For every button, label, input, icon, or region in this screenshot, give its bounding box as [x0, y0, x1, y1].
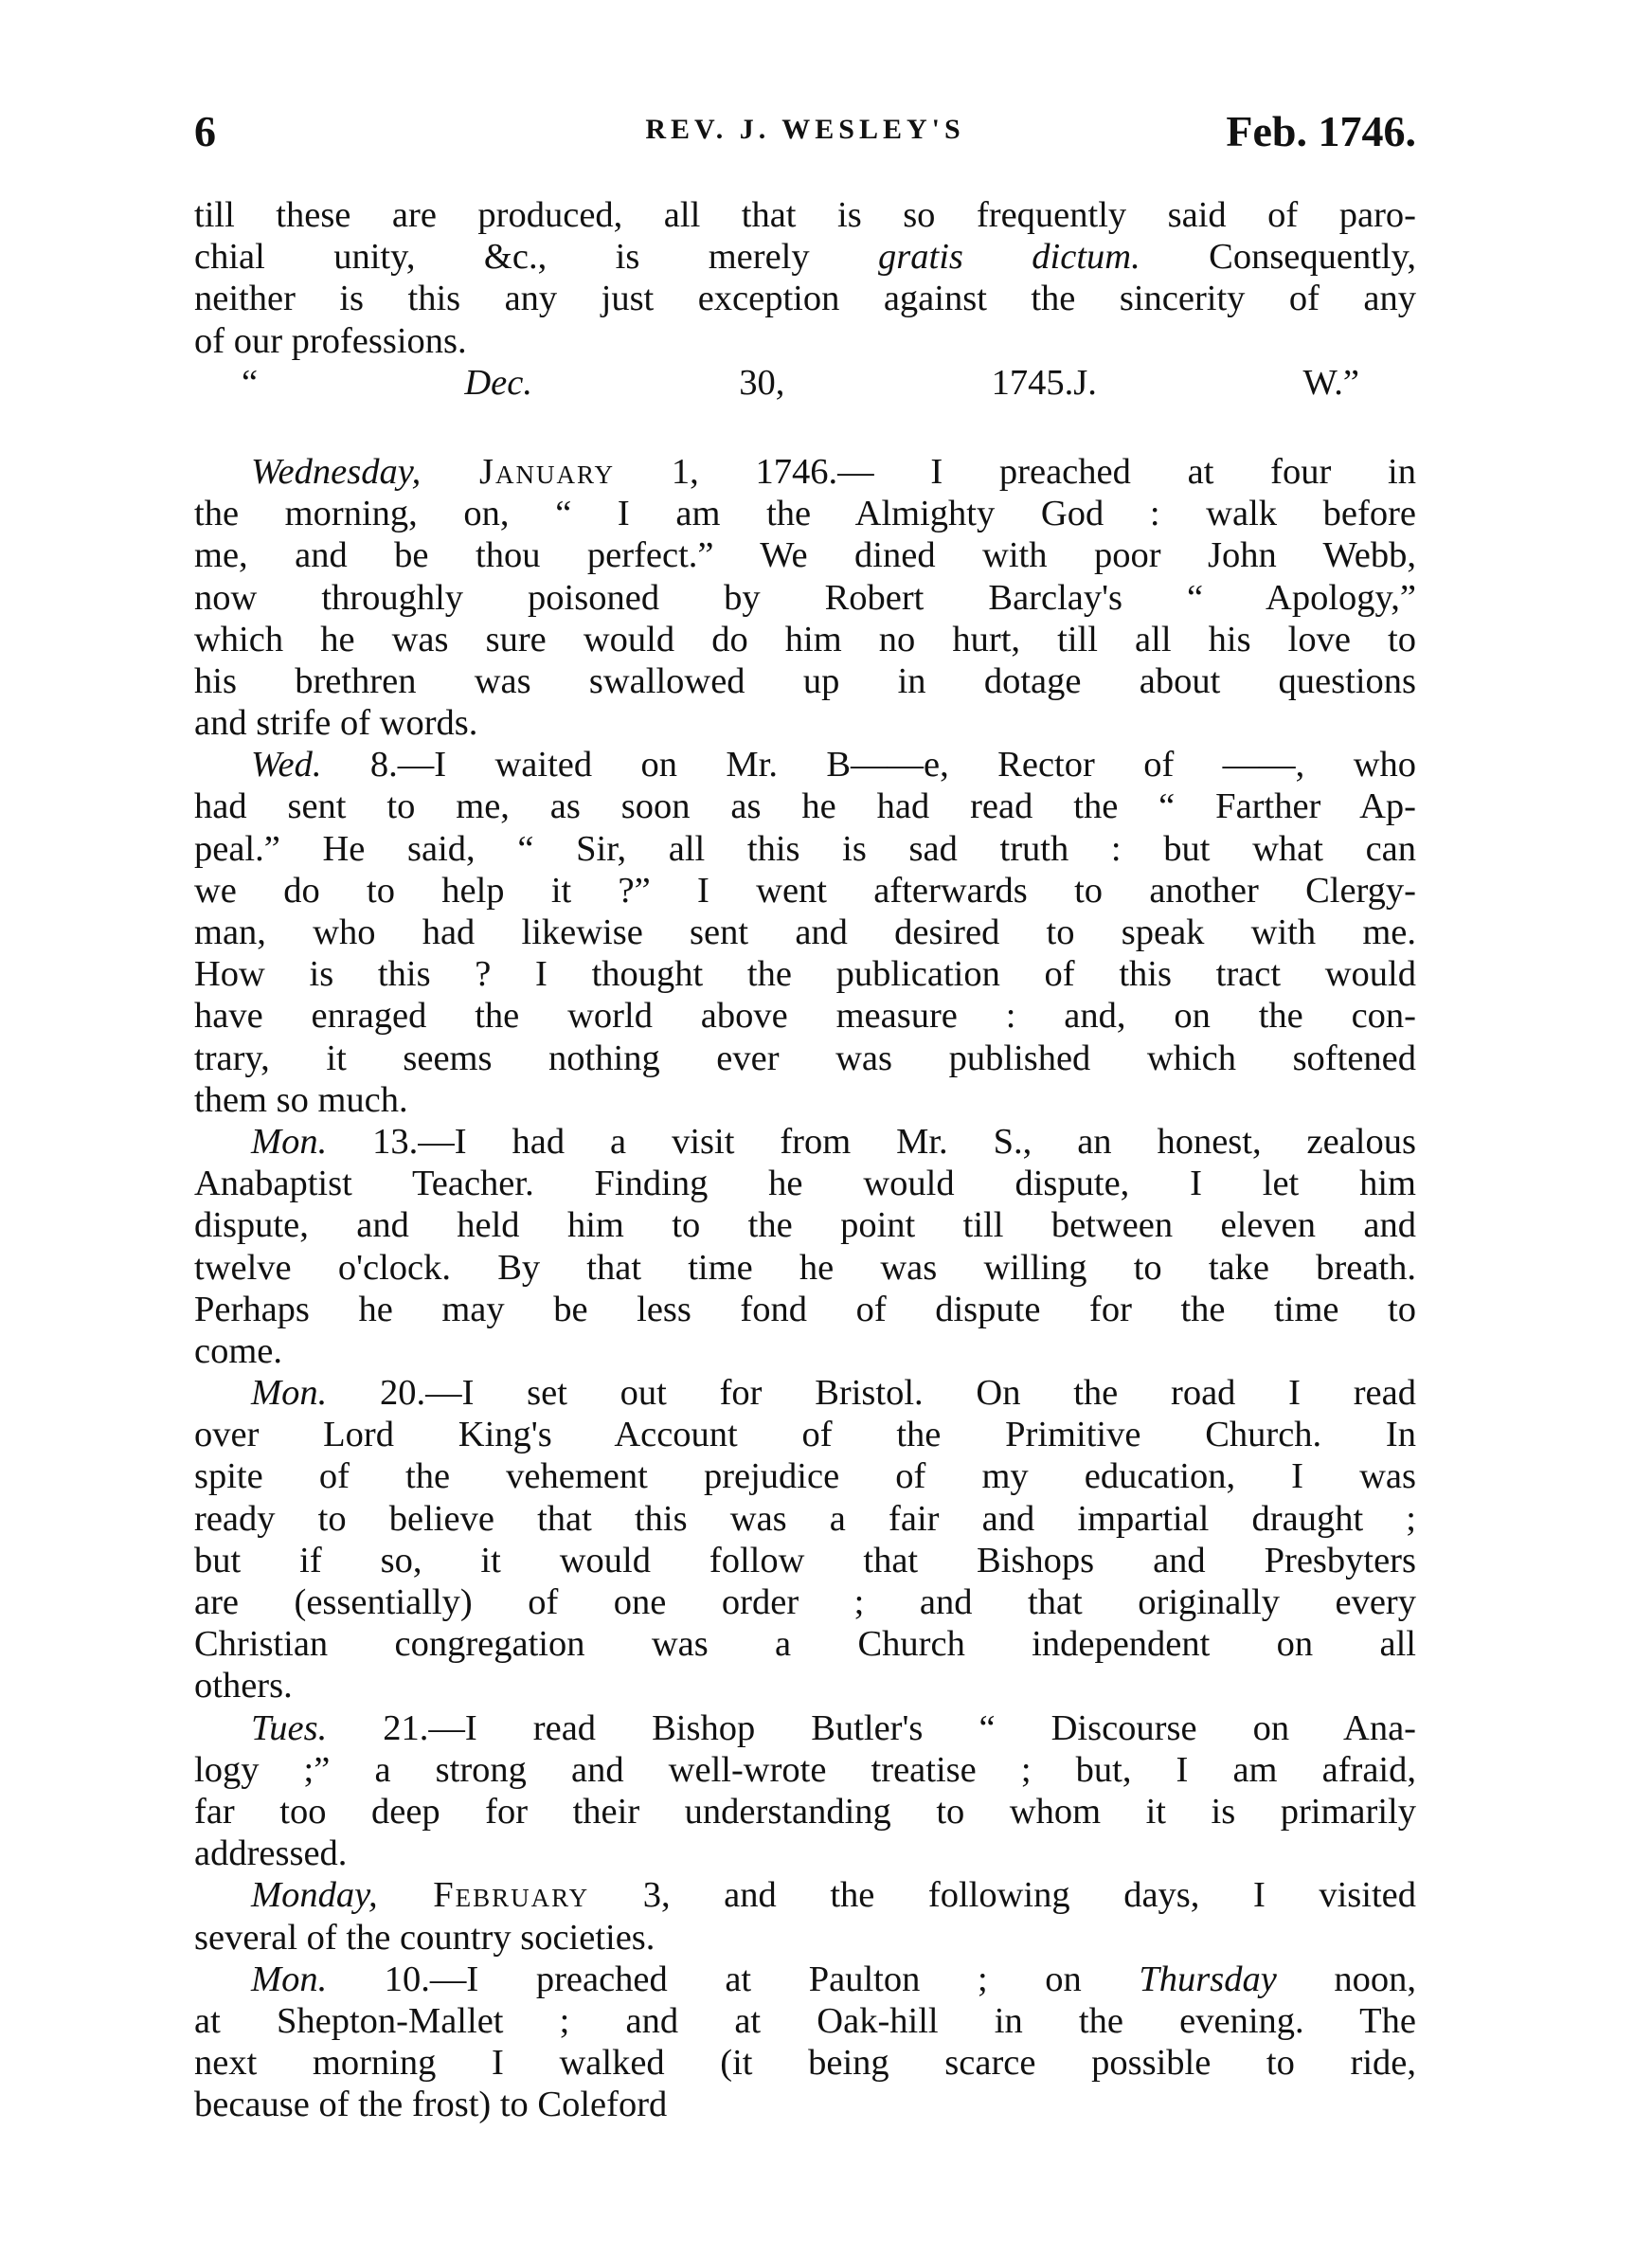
text-line: next morning I walked (it being scarce possible to ride,	[194, 2043, 1416, 2084]
text-line: dispute, and held him to the point till between eleven and	[194, 1205, 1416, 1246]
text-line: his brethren was swallowed up in dotage about questions	[194, 660, 1416, 701]
text-line: till these are produced, all that is so frequently said of paro-	[194, 195, 1416, 235]
text-line: over Lord King's Account of the Primitive Church. In	[194, 1415, 1416, 1455]
journal-entry-mon-10: Mon. 10.—I preached at Paulton ; on Thursday noon,	[251, 1959, 1416, 1999]
text-line: ready to believe that this was a fair and impartial draught ;	[194, 1498, 1416, 1539]
text-line: the morning, on, “ I am the Almighty God : walk before	[194, 494, 1416, 534]
text-line: of our professions.	[194, 320, 467, 361]
journal-entry-mon-20: Mon. 20.—I set out for Bristol. On the road I read	[251, 1373, 1416, 1414]
text-line: How is this ? I thought the publication of this tract would	[194, 954, 1416, 995]
text-line: others.	[194, 1666, 293, 1706]
text-line: because of the frost) to Coleford	[194, 2085, 668, 2125]
text-line: Christian congregation was a Church independent on all	[194, 1624, 1416, 1665]
journal-entry-wed-8: Wed. 8.—I waited on Mr. B——e, Rector of ——, who	[251, 745, 1416, 785]
text-line: twelve o'clock. By that time he was willing to take breath.	[194, 1247, 1416, 1288]
page-header	[194, 106, 1416, 163]
text-line: come.	[194, 1330, 282, 1371]
text-line: me, and be thou perfect.” We dined with poor John Webb,	[194, 535, 1416, 576]
text-line: now throughly poisoned by Robert Barclay's “ Apology,”	[194, 577, 1416, 618]
text-line: logy ;” a strong and well-wrote treatise ; but, I am afraid,	[194, 1749, 1416, 1790]
text-line: we do to help it ?” I went afterwards to another Clergy-	[194, 870, 1416, 911]
journal-entry-jan-1: Wednesday, January 1, 1746.— I preached at four in	[251, 451, 1416, 492]
text-line: Perhaps he may be less fond of dispute for the time to	[194, 1289, 1416, 1329]
running-head: REV. J. WESLEY'S	[645, 114, 965, 145]
text-line: but if so, it would follow that Bishops and Presbyters	[194, 1540, 1416, 1580]
text-line: them so much.	[194, 1079, 408, 1120]
page-number: 6	[194, 107, 216, 155]
text-line: are (essentially) of one order ; and that originally every	[194, 1582, 1416, 1622]
text-line: neither is this any just exception against the sincerity of any	[194, 279, 1416, 319]
text-line: and strife of words.	[194, 703, 478, 744]
journal-entry-mon-13: Mon. 13.—I had a visit from Mr. S., an honest, zealous	[251, 1121, 1416, 1162]
journal-entry-tues-21: Tues. 21.—I read Bishop Butler's “ Discourse on Ana-	[251, 1707, 1416, 1748]
header-date: Feb. 1746.	[1226, 107, 1416, 155]
text-line: at Shepton-Mallet ; and at Oak-hill in the evening. The	[194, 2000, 1416, 2041]
text-line: trary, it seems nothing ever was published which softened	[194, 1038, 1416, 1078]
text-line: several of the country societies.	[194, 1917, 655, 1958]
letter-signature: “ Dec. 30, 1745.J. W.”	[242, 362, 1360, 403]
text-line: spite of the vehement prejudice of my education, I was	[194, 1456, 1416, 1497]
text-line: have enraged the world above measure : and, on the con-	[194, 996, 1416, 1037]
text-line: peal.” He said, “ Sir, all this is sad truth : but what can	[194, 828, 1416, 869]
body-text	[194, 194, 1416, 2125]
text-line: which he was sure would do him no hurt, till all his love to	[194, 619, 1416, 659]
text-line: Anabaptist Teacher. Finding he would dispute, I let him	[194, 1164, 1416, 1204]
text-line: chial unity, &c., is merely gratis dictum. Consequently,	[194, 237, 1416, 278]
text-line: had sent to me, as soon as he had read the “ Farther Ap-	[194, 786, 1416, 827]
journal-entry-feb-3: Monday, February 3, and the following days, I visited	[251, 1875, 1416, 1916]
text-line: addressed.	[194, 1833, 348, 1874]
signature-initials: J. W.”	[1073, 362, 1360, 403]
text-line: man, who had likewise sent and desired to speak with me.	[194, 912, 1416, 952]
text-line: far too deep for their understanding to whom it is primarily	[194, 1791, 1416, 1832]
